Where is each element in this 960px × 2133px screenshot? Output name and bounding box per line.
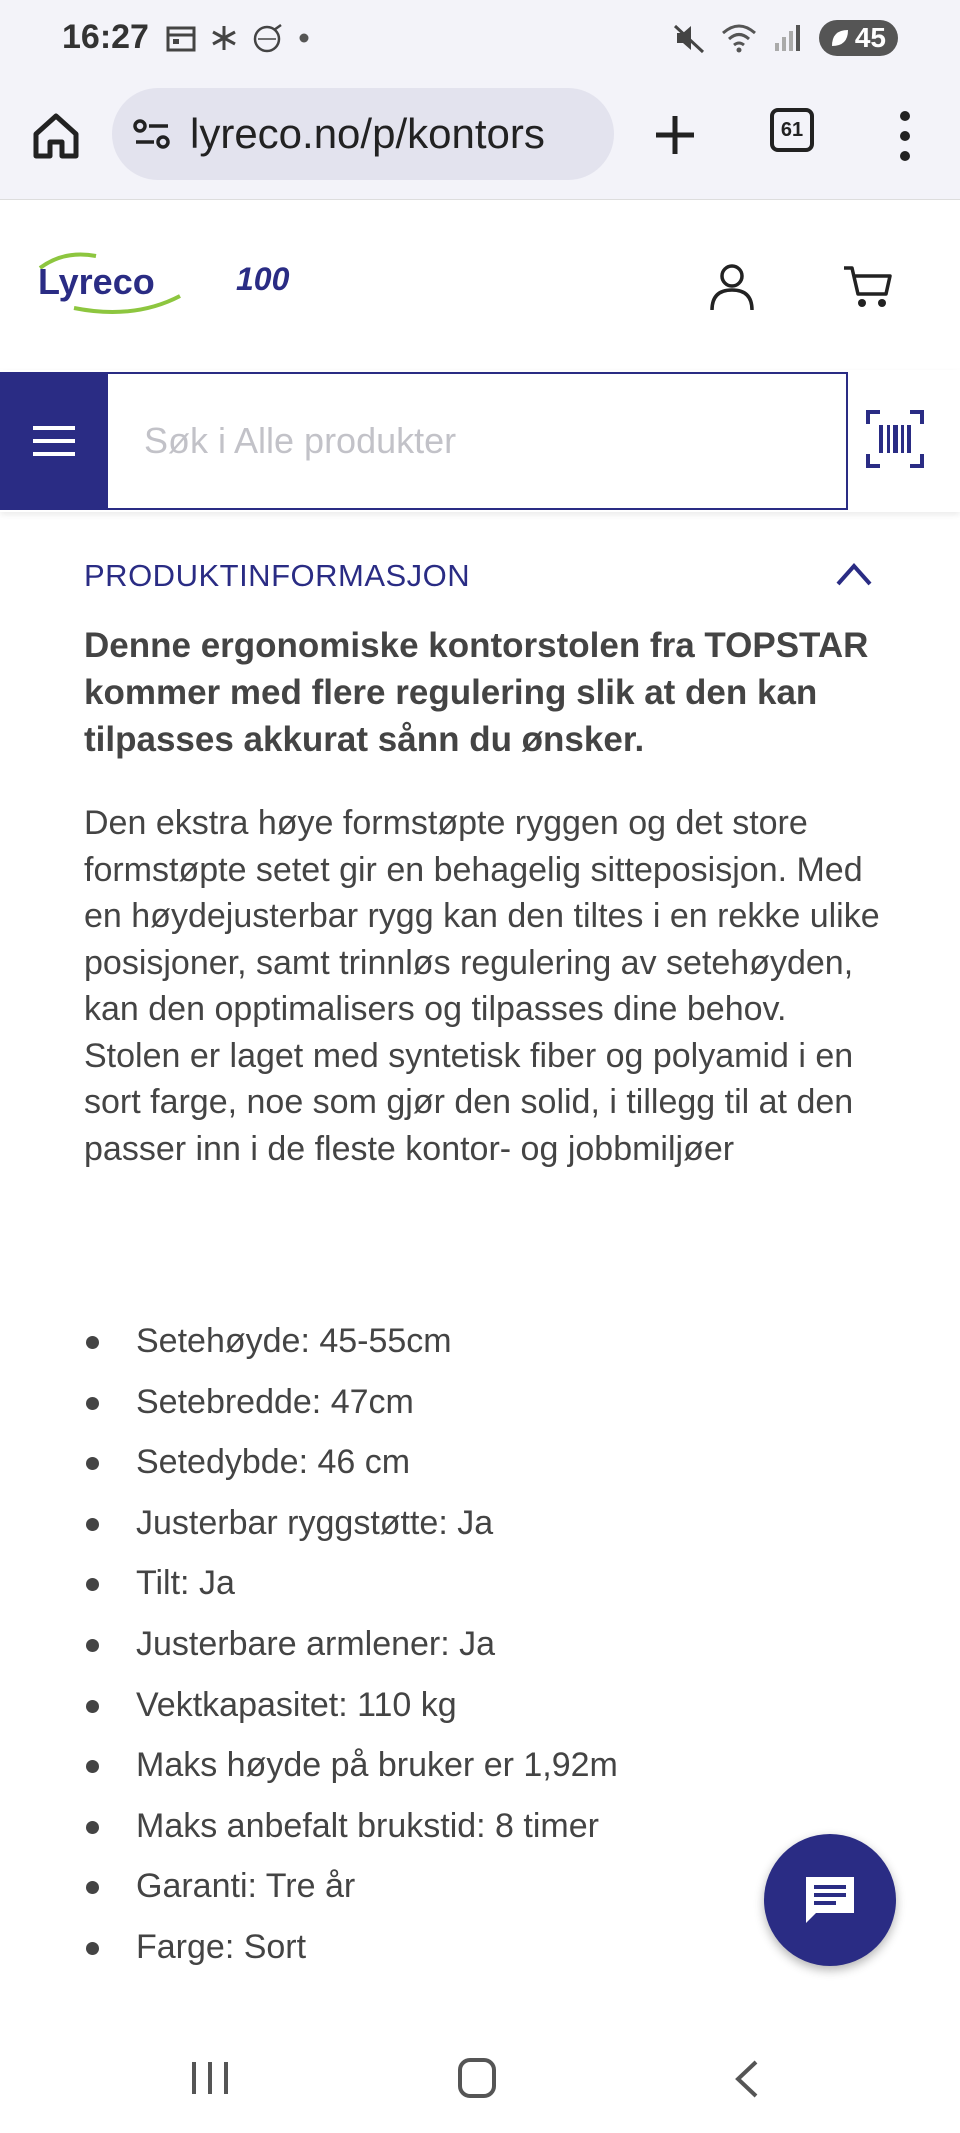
address-bar[interactable] xyxy=(112,88,614,180)
battery-indicator xyxy=(819,20,898,56)
recent-apps-icon[interactable] xyxy=(190,2060,230,2096)
tab-count: 61 xyxy=(780,118,804,141)
status-time: 16:27 xyxy=(62,18,149,56)
description-paragraph-1: Den ekstra høye formstøpte ryggen og det store formstøpte setet gir en behagelig sitteposisjon. Med en høydejusterbar rygg kan den tiltes i en rekke ulike posisjoner, samt trinnløs regulering av setehøyden, kan den opptimalisers og tilpasses dine behov. xyxy=(84,804,880,1028)
spec-item: Garanti: Tre år xyxy=(84,1857,884,1918)
site-header xyxy=(0,200,960,370)
new-tab-icon[interactable] xyxy=(648,108,702,162)
logo-text: Lyreco xyxy=(38,261,155,302)
calendar-icon xyxy=(166,24,196,52)
spec-item: Farge: Sort xyxy=(84,1918,884,1979)
system-nav-bar xyxy=(0,2020,960,2133)
browser-toolbar xyxy=(0,80,960,200)
anniversary-logo xyxy=(236,260,302,309)
section-title: PRODUKTINFORMASJON xyxy=(84,558,471,593)
spec-item: Tilt: Ja xyxy=(84,1554,884,1615)
search-row xyxy=(0,370,960,512)
product-lead-text: Denne ergonomiske kontorstolen fra TOPSTAR kommer med flere regulering slik at den kan tilpasses akkurat sånn du ønsker. xyxy=(84,626,869,759)
volvo-icon xyxy=(252,22,284,54)
spec-item: Justerbar ryggstøtte: Ja xyxy=(84,1494,884,1555)
cart-icon[interactable] xyxy=(842,262,894,310)
hamburger-icon xyxy=(33,424,75,458)
status-right-icons xyxy=(673,20,898,56)
spec-item: Setebredde: 47cm xyxy=(84,1373,884,1434)
home-icon[interactable] xyxy=(30,110,82,162)
spec-item: Setehøyde: 45-55cm xyxy=(84,1312,884,1373)
chat-button[interactable] xyxy=(764,1834,896,1966)
url-text: lyreco.no/p/kontors xyxy=(190,110,545,157)
lyreco-logo[interactable] xyxy=(34,248,184,323)
wifi-icon xyxy=(721,23,757,53)
mute-icon xyxy=(673,22,705,54)
spec-item: Setedybde: 46 cm xyxy=(84,1433,884,1494)
nav-home-button[interactable] xyxy=(458,2058,496,2098)
spec-list xyxy=(84,1312,884,1979)
chevron-up-icon[interactable] xyxy=(834,560,874,588)
spec-item: Maks høyde på bruker er 1,92m xyxy=(84,1736,884,1797)
site-settings-icon[interactable] xyxy=(132,117,172,151)
account-icon[interactable] xyxy=(708,262,756,312)
anniversary-text: 100 xyxy=(236,261,290,297)
spec-item: Vektkapasitet: 110 kg xyxy=(84,1676,884,1737)
battery-level: 45 xyxy=(854,22,886,53)
product-description xyxy=(84,800,884,1172)
chat-icon xyxy=(802,1873,858,1927)
signal-icon xyxy=(773,23,803,53)
search-input[interactable] xyxy=(108,372,848,510)
leaf-icon xyxy=(829,27,851,49)
tab-switcher-button[interactable] xyxy=(770,108,814,152)
back-icon[interactable] xyxy=(732,2058,762,2100)
dot-icon xyxy=(298,32,310,44)
status-left-icons xyxy=(166,22,310,54)
menu-button[interactable] xyxy=(0,372,108,510)
product-info-accordion-header[interactable] xyxy=(84,546,874,606)
more-options-icon[interactable] xyxy=(890,108,920,164)
spec-item: Maks anbefalt brukstid: 8 timer xyxy=(84,1797,884,1858)
description-paragraph-2: Stolen er laget med syntetisk fiber og polyamid i en sort farge, noe som gjør den solid, i tillegg til at den passer inn i de fleste kontor- og jobbmiljøer xyxy=(84,1036,854,1168)
status-bar xyxy=(0,0,960,80)
snowflake-icon xyxy=(210,24,238,52)
barcode-scan-icon[interactable] xyxy=(866,410,924,468)
spec-item: Justerbare armlener: Ja xyxy=(84,1615,884,1676)
